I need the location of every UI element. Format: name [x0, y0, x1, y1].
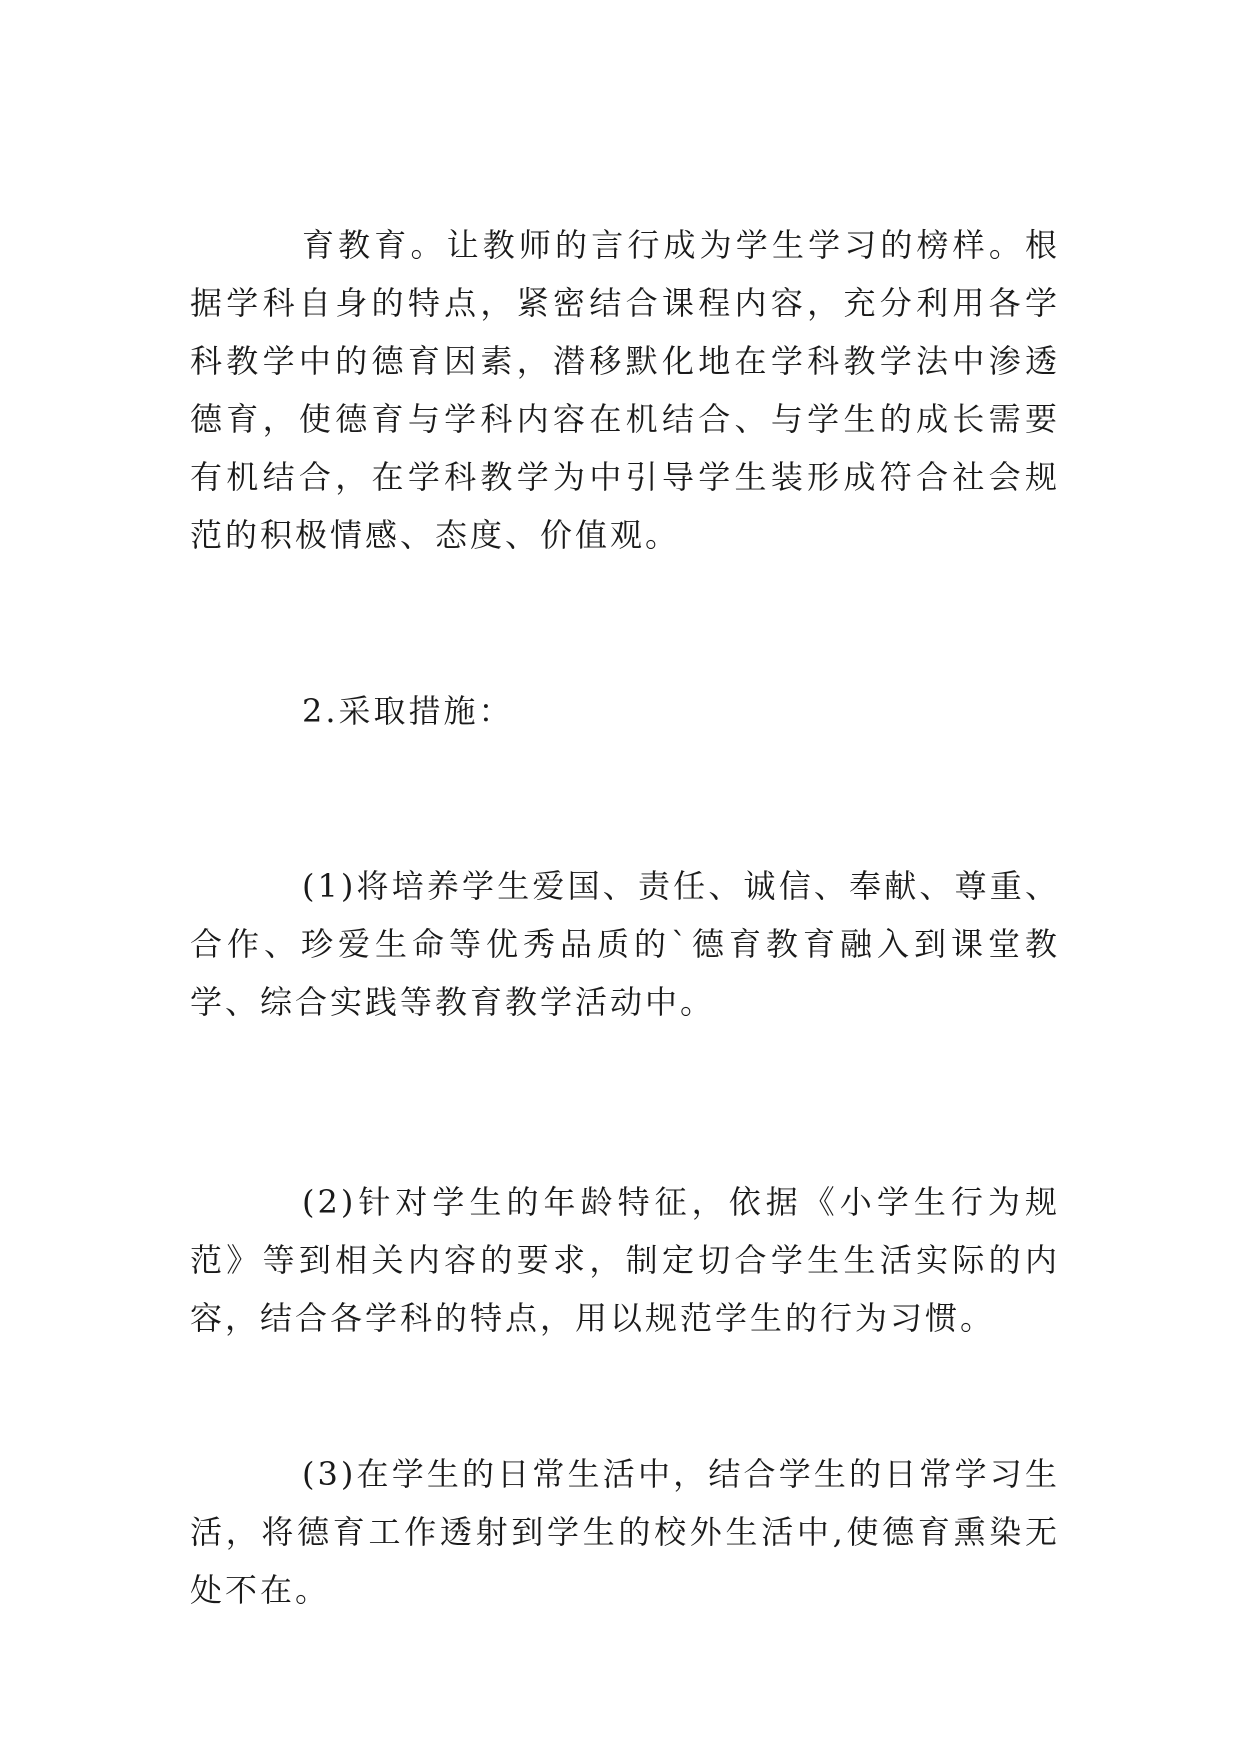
measure-item-1: (1)将培养学生爱国、责任、诚信、奉献、尊重、合作、珍爱生命等优秀品质的`德育教育融入到课堂教学、综合实践等教育教学活动中。	[190, 867, 1060, 1021]
measure-item-3: (3)在学生的日常生活中，结合学生的日常学习生活，将德育工作透射到学生的校外生活中,使德育熏染无处不在。	[190, 1455, 1060, 1609]
section-heading-measures: 2.采取措施：	[302, 692, 514, 730]
paragraph-moral-education-integration: 育教育。让教师的言行成为学生学习的榜样。根据学科自身的特点，紧密结合课程内容，充分利用各学科教学中的德育因素，潜移默化地在学科教学法中渗透德育，使德育与学科内容在机结合、与学生的成长需要有机结合，在学科教学为中引导学生装形成符合社会规范的积极情感、态度、价值观。	[190, 226, 1060, 554]
measure-item-2: (2)针对学生的年龄特征，依据《小学生行为规范》等到相关内容的要求，制定切合学生生活实际的内容，结合各学科的特点，用以规范学生的行为习惯。	[190, 1183, 1060, 1337]
